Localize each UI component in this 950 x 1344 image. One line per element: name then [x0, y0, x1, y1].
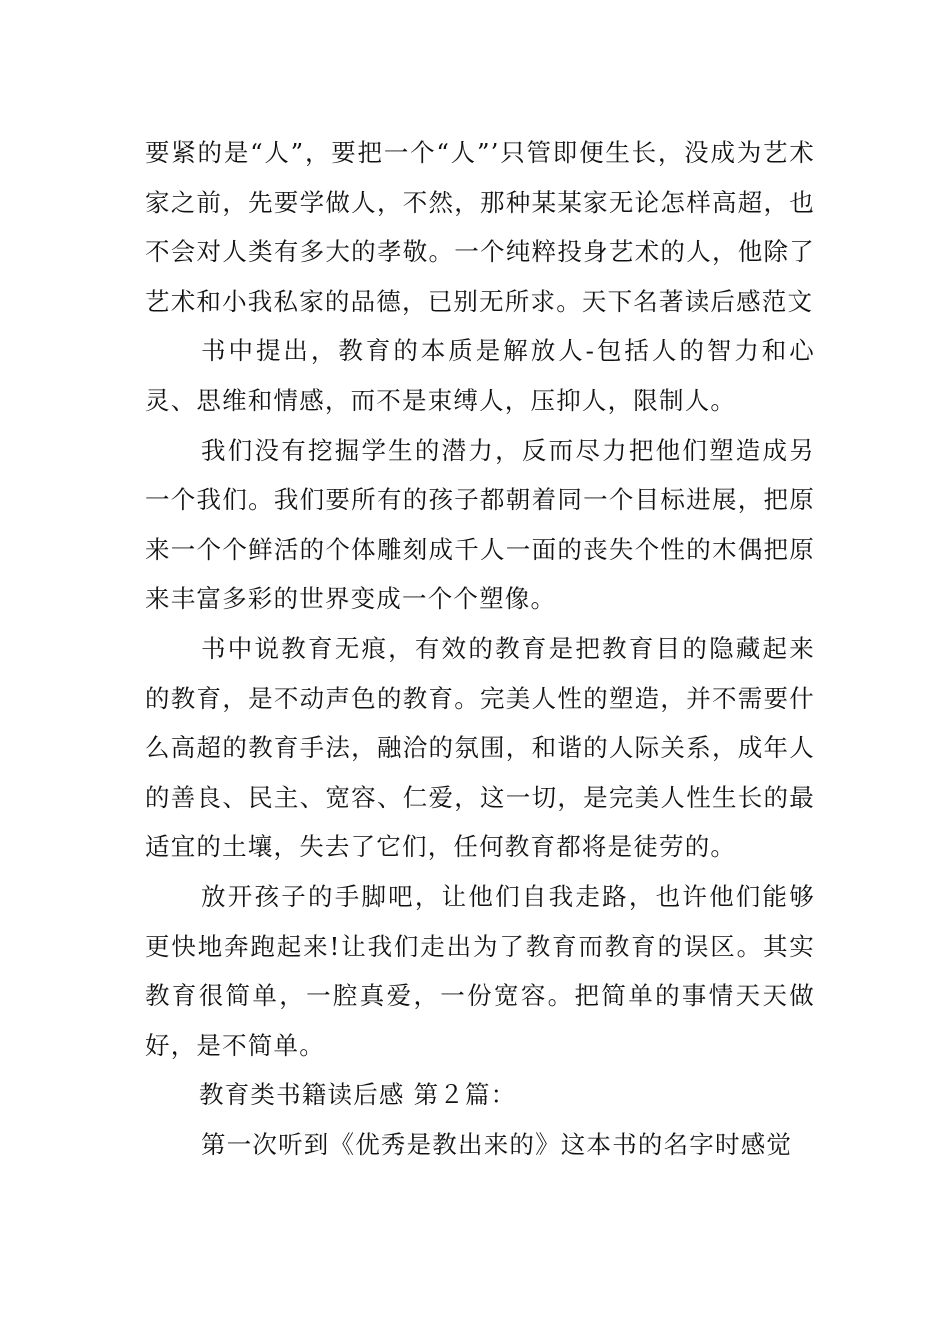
- paragraph-3: 我们没有挖掘学生的潜力，反而尽力把他们塑造成另一个我们。我们要所有的孩子都朝着同一个目标进展，把原来一个个鲜活的个体雕刻成千人一面的丧失个性的木偶把原来丰富多彩的世界变成一个个塑像。: [145, 435, 815, 614]
- paragraph-6: 第一次听到《优秀是教出来的》这本书的名字时感觉: [201, 1129, 793, 1159]
- paragraph-2: 书中提出，教育的本质是解放人-包括人的智力和心灵、思维和情感，而不是束缚人，压抑人，限制人。: [145, 336, 815, 415]
- document-body: [145, 128, 815, 1169]
- section-heading: 教育类书籍读后感 第２篇：: [199, 1080, 517, 1110]
- paragraph-1: 要紧的是“人”，要把一个“人”’只管即便生长，没成为艺术家之前，先要学做人，不然，那种某某家无论怎样高超，也不会对人类有多大的孝敬。一个纯粹投身艺术的人，他除了艺术和小我私家的品德，已别无所求。天下名著读后感范文: [145, 138, 815, 316]
- paragraph-5: 放开孩子的手脚吧，让他们自我走路，也许他们能够更快地奔跑起来!让我们走出为了教育而教育的误区。其实教育很简单，一腔真爱，一份宽容。把简单的事情天天做好，是不简单。: [145, 881, 815, 1060]
- paragraph-4: 书中说教育无痕，有效的教育是把教育目的隐藏起来的教育，是不动声色的教育。完美人性的塑造，并不需要什么高超的教育手法，融洽的氛围，和谐的人际关系，成年人的善良、民主、宽容、仁爱，这一切，是完美人性生长的最适宜的土壤，失去了它们，任何教育都将是徒劳的。: [145, 633, 815, 862]
